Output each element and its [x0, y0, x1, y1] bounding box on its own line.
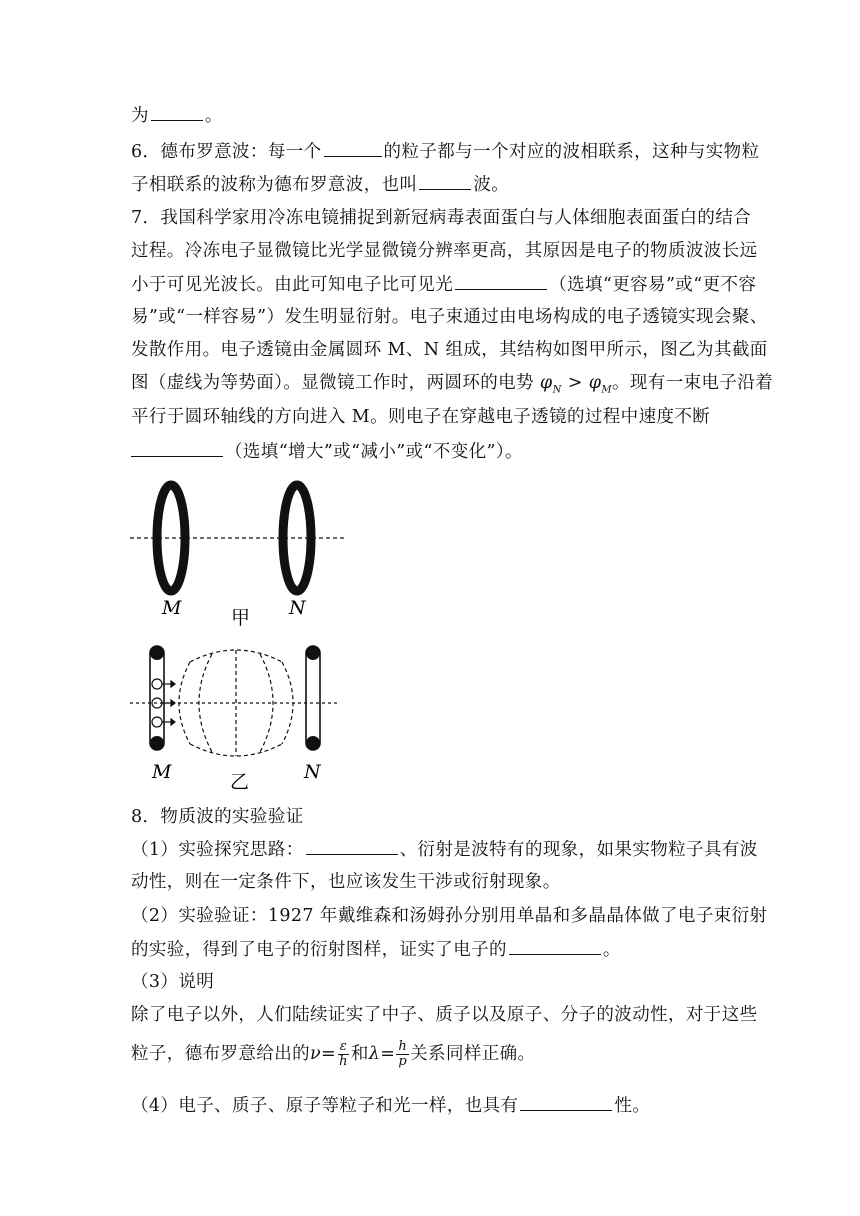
text: 为 — [131, 106, 149, 126]
q7-line7: 平行于圆环轴线的方向进入 M。则电子在穿越电子透镜的过程中速度不断 — [131, 407, 711, 427]
q7-line8 — [131, 440, 523, 463]
ring-m — [157, 485, 185, 591]
q7-line3 — [131, 273, 756, 296]
text: 粒子，德布罗意给出的 — [131, 1044, 310, 1064]
q7-line2: 过程。冷冻电子显微镜比光学显微镜分辨率更高，其原因是电子的物质波波长远 — [131, 241, 758, 261]
fill-blank[interactable] — [131, 440, 223, 457]
text: 。 — [602, 940, 621, 960]
q6-line1 — [131, 140, 759, 163]
q7-line5: 发散作用。电子透镜由金属圆环 M、N 组成，其结构如图甲所示，图乙为其截面 — [131, 340, 768, 360]
fill-blank[interactable] — [419, 173, 471, 190]
text: 和 — [350, 1044, 369, 1064]
q8-2-line1: （2）实验验证：1927 年戴维森和汤姆孙分别用单晶和多晶晶体做了电子束衍射 — [131, 906, 768, 926]
text: 、衍射是波特有的现象，如果实物粒子具有波 — [399, 840, 758, 860]
q8-3-title: （3）说明 — [131, 972, 215, 992]
electrode-n — [306, 646, 320, 750]
text: 性。 — [614, 1096, 651, 1116]
q7-line4: 易”或“一样容易”）发生明显衍射。电子束通过由电场构成的电子透镜实现会聚、 — [131, 307, 768, 327]
nu-symbol: ν= — [310, 1044, 337, 1064]
q8-2-line2 — [131, 938, 621, 961]
text: 。现有一束电子沿着 — [612, 373, 774, 393]
frac-h-p: $\frac{h}{p}$ — [398, 1039, 408, 1069]
text: 。 — [204, 106, 223, 126]
text: 子相联系的波称为德布罗意波，也叫 — [131, 175, 418, 195]
q7-line6 — [131, 372, 773, 402]
label-n: N — [304, 761, 321, 783]
text: （4）电子、质子、原子等粒子和光一样，也具有 — [131, 1096, 519, 1116]
potential-inequality: $\varphi_N > \varphi_M$ — [539, 373, 613, 396]
label-m: M — [152, 761, 172, 783]
electrode-m-top — [150, 646, 164, 660]
q8-3-line1: 除了电子以外，人们陆续证实了中子、质子以及原子、分子的波动性，对于这些 — [131, 1005, 758, 1025]
fill-blank[interactable] — [520, 1094, 612, 1111]
text: 小于可见光波长。由此可知电子比可见光 — [131, 275, 454, 295]
fill-blank[interactable] — [306, 838, 398, 855]
frac-eps-h: $\frac{\varepsilon}{h}$ — [339, 1039, 348, 1069]
line-answer-prev — [131, 104, 223, 127]
lambda-symbol: λ= — [368, 1044, 396, 1064]
electrode-n-top — [306, 646, 320, 660]
figure-jia — [128, 478, 348, 630]
q8-1-line2: 动性，则在一定条件下，也应该发生干涉或衍射现象。 — [131, 872, 561, 892]
text: 的实验，得到了电子的衍射图样，证实了电子的 — [131, 940, 507, 960]
fill-blank[interactable] — [509, 938, 601, 955]
q6-line2 — [131, 173, 509, 196]
fill-blank[interactable] — [151, 104, 203, 121]
q8-4-line — [131, 1094, 650, 1117]
text: 的粒子都与一个对应的波相联系，这种与实物粒 — [383, 142, 760, 162]
text: （1）实验探究思路： — [131, 840, 304, 860]
electrode-n-bottom — [306, 736, 320, 750]
text: 波。 — [473, 175, 510, 195]
caption-jia: 甲 — [231, 607, 251, 629]
q8-3-line2 — [131, 1040, 535, 1069]
label-m: M — [162, 597, 182, 619]
text: （选填“增大”或“减小”或“不变化”）。 — [225, 442, 523, 462]
q8-title: 8．物质波的实验验证 — [131, 807, 304, 827]
fill-blank[interactable] — [455, 273, 547, 290]
figure-yi — [128, 640, 348, 792]
electrode-m-bottom — [150, 736, 164, 750]
text: （选填“更容易”或“更不容 — [549, 275, 757, 295]
q7-line1: 7．我国科学家用冷冻电镜捕捉到新冠病毒表面蛋白与人体细胞表面蛋白的结合 — [131, 208, 752, 228]
text: 图（虚线为等势面）。显微镜工作时，两圆环的电势 — [131, 373, 534, 393]
q8-1-line1 — [131, 838, 758, 861]
text: 关系同样正确。 — [410, 1044, 536, 1064]
text: 6．德布罗意波：每一个 — [131, 142, 322, 162]
caption-yi: 乙 — [230, 771, 250, 792]
label-n: N — [289, 597, 306, 619]
ring-n — [283, 485, 311, 591]
fill-blank[interactable] — [324, 140, 382, 157]
